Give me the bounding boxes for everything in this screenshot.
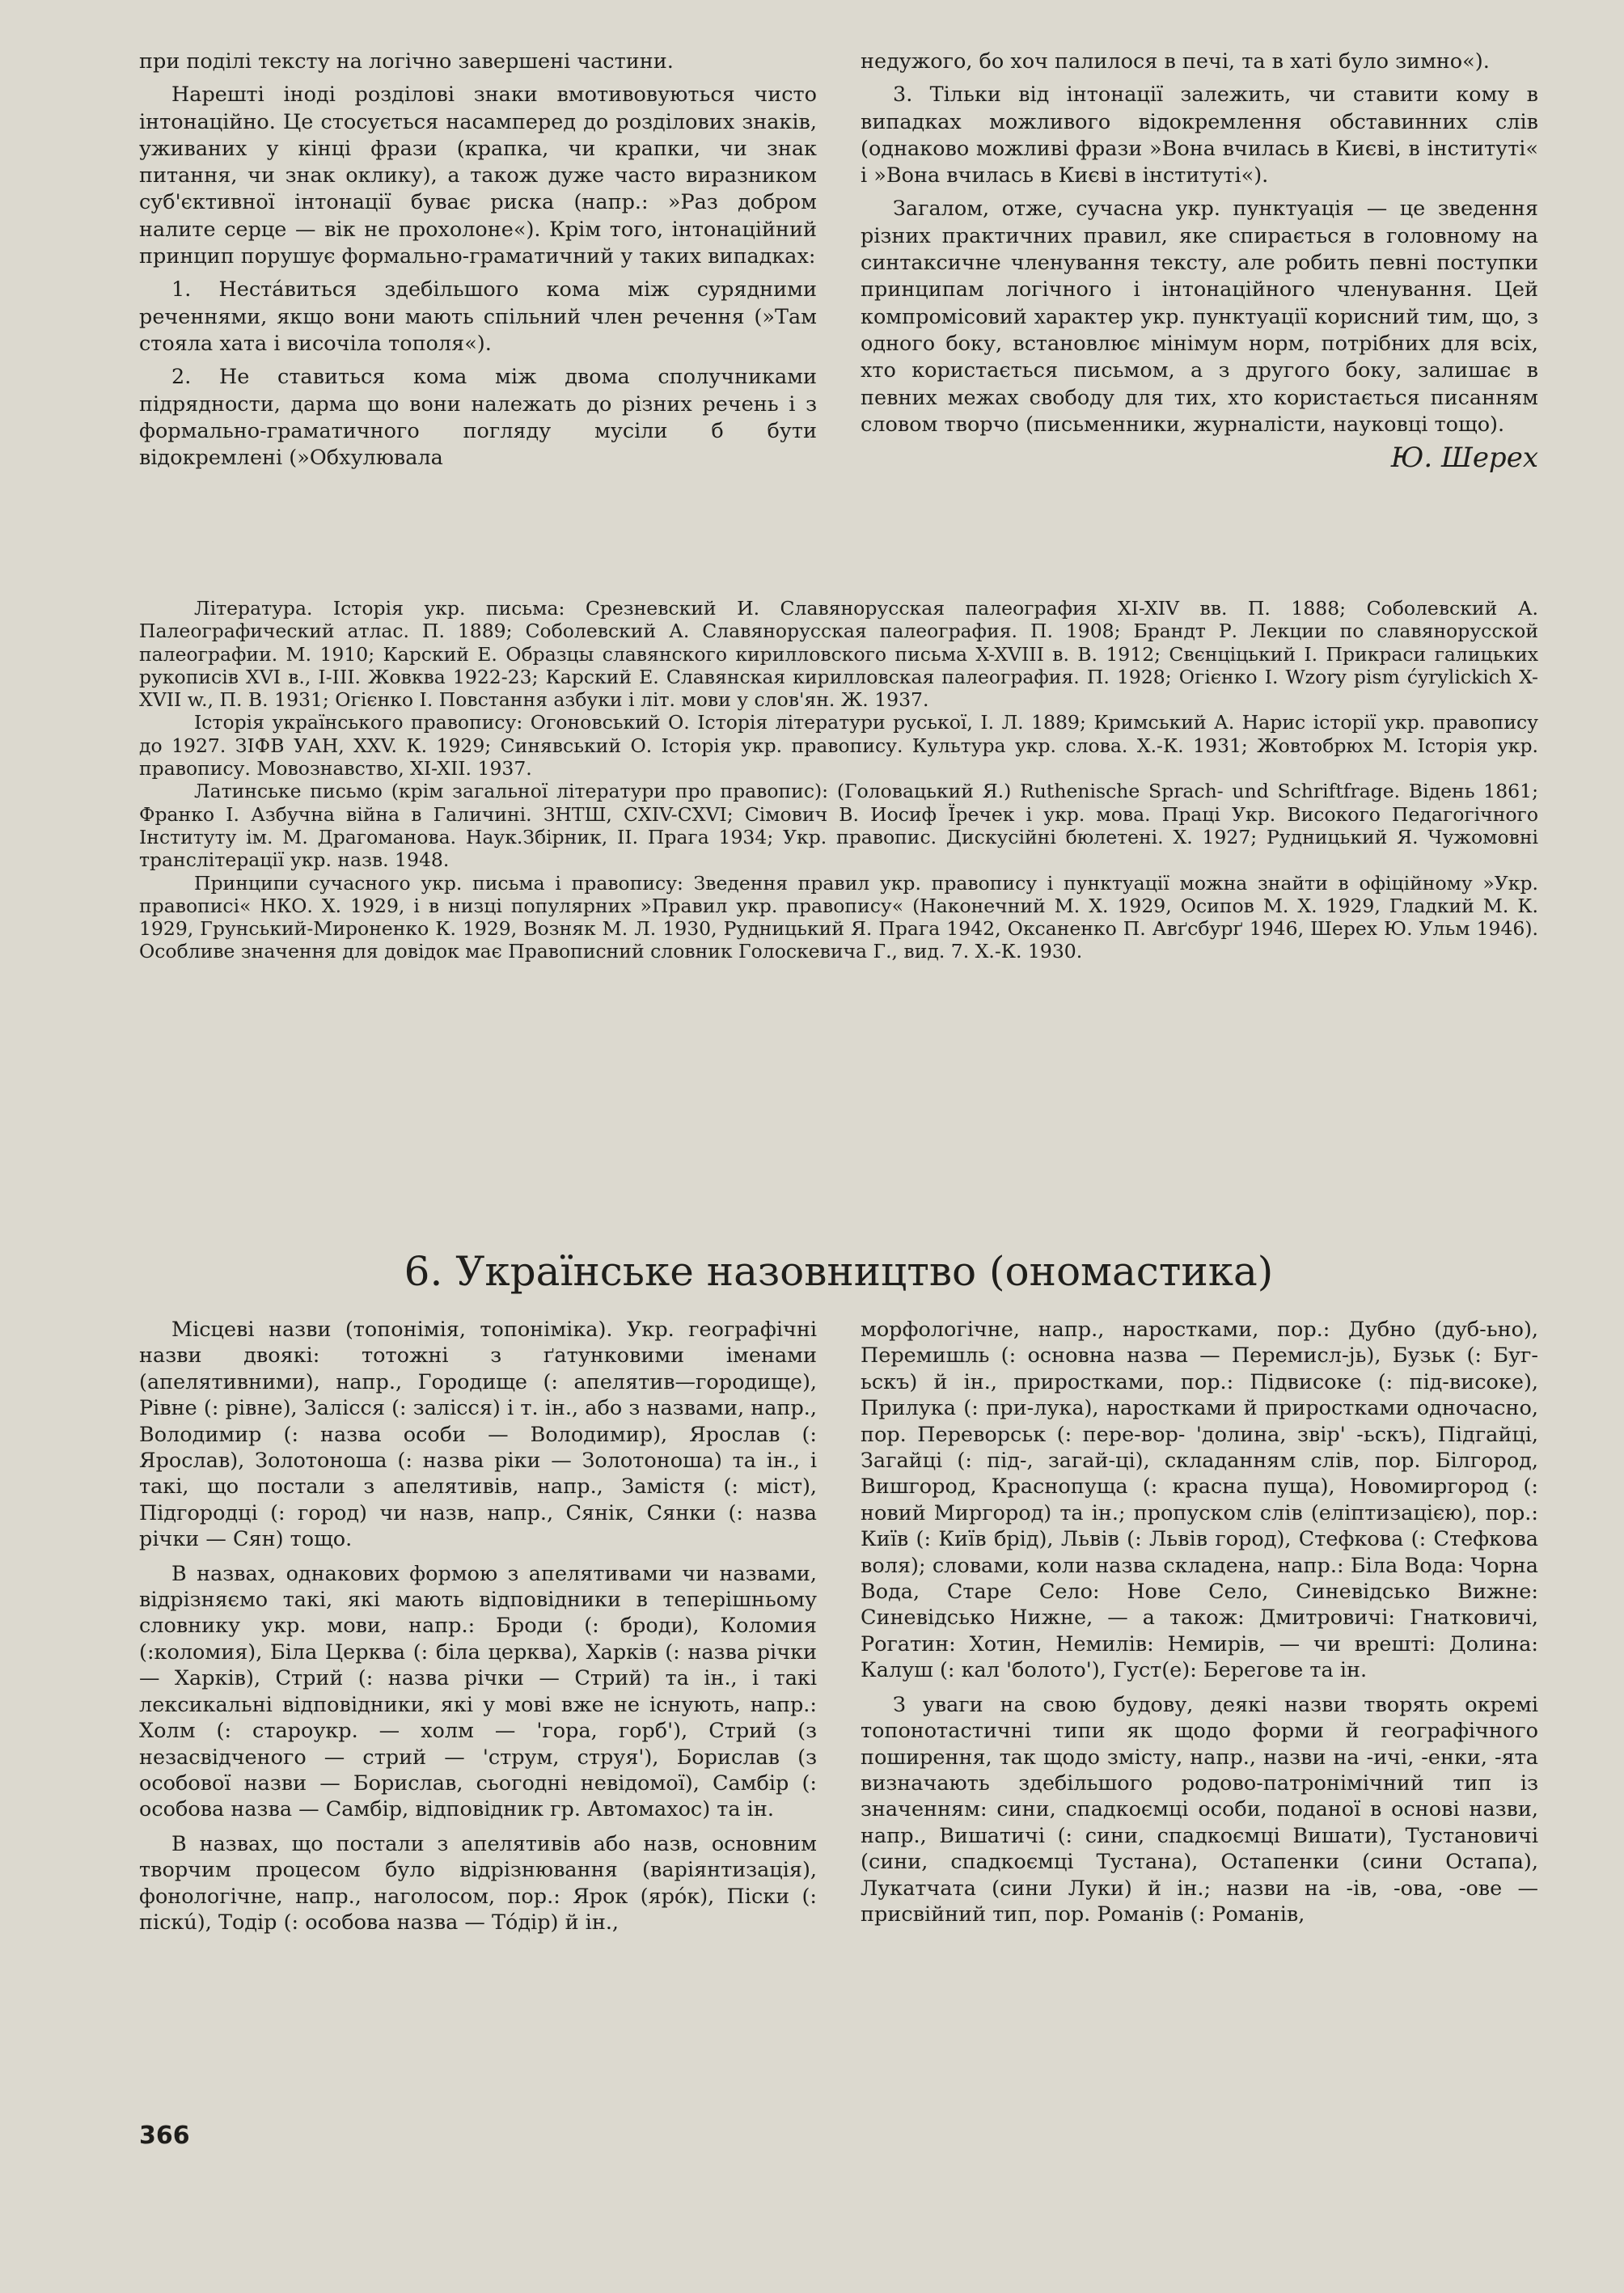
- lower-right-column: [861, 1317, 1538, 1927]
- paragraph: недужого, бо хоч палилося в печі, та в хаті було зимно«).: [861, 49, 1490, 74]
- bibliography-paragraph: Історія українського правопису: Огоновський О. Історія літератури руської, І. Л. 1889; Кримський А. Нарис історії укр. правопису до 1927. ЗІФВ УАН, XXV. К. 1929; Синявський О. Історія укр. правопису. Культура укр. слова. Х.-К. 1931; Жовтобрюх М. Історія укр. правопису. Мовознавство, XI-XII. 1937.: [139, 711, 1538, 781]
- page-number: 366: [139, 2122, 190, 2150]
- paragraph: 3. Тільки від інтонації залежить, чи ставити кому в випадках можливого відокремлення обставинних слів (однаково можливі фрази »Вона вчилась в Києві, в інституті« і »Вона вчилась в Києві в інституті«).: [861, 82, 1538, 188]
- paragraph: 2. Не ставиться кома між двома сполучниками підрядности, дарма що вони належать до різних речень і з формально-граматичного погляду мусіли б бути відокремлені (»Обхулювала: [139, 365, 817, 471]
- bibliography-paragraph: Література. Історія укр. письма: Срезневский И. Славянорусская палеография XI-XIV вв. П. 1888; Соболевский А. Палеографический атлас. П. 1889; Соболевский А. Славянорусская палеография. П. 1908; Брандт Р. Лекции по славянорусской палеографии. М. 1910; Карский Е. Образцы славянского кирилловского письма X-XVIII в. В. 1912; Свєнціцький І. Прикраси галицьких рукописів XVI в., I-III. Жовква 1922-23; Карский Е. Славянская кирилловская палеография. П. 1928; Огієнко І. Wzory pism ćyrylickich X-XVII w., П. В. 1931; Огієнко І. Повстання азбуки і літ. мови у слов'ян. Ж. 1937.: [139, 597, 1538, 712]
- paragraph: морфологічне, напр., наростками, пор.: Дубно (дуб-ьно), Перемишль (: основна назва — Перемисл-јь), Бузьк (: Буг-ьскъ) й ін., приростками, пор.: Підвисоке (: під-високе), Прилука (: при-лука), наростками й приростками одночасно, пор. Переворськ (: пере-вор- 'долина, звір' -ьскъ), Підгайці, Загайці (: під-, загай-ці), складанням слів, пор. Білгород, Вишгород, Краснопуща (: красна пуща), Новомиргород (: новий Миргород) та ін.; пропуском слів (еліптизацією), пор.: Київ (: Київ брід), Львів (: Львів город), Стефкова (: Стефкова воля); словами, коли назва складена, напр.: Біла Вода: Чорна Вода, Старе Село: Нове Село, Синевідсько Вижне: Синевідсько Нижне, — а також: Дмитровичі: Гнатковичі, Рогатин: Хотин, Немилів: Немирів, — чи врешті: Долина: Калуш (: кал 'болото'), Густ(е): Берегове та ін.: [861, 1318, 1538, 1683]
- upper-right-column: [861, 49, 1538, 475]
- bibliography-block: [139, 597, 1538, 963]
- paragraph: Загалом, отже, сучасна укр. пунктуація — це зведення різних практичних правил, яке спирається в головному на синтаксичне членування тексту, але робить певні поступки принципам логічного і інтонаційного членування. Цей компромісовий характер укр. пунктуації корисний тим, що, з одного боку, встановлює мінімум норм, потрібних для всіх, хто користається письмом, а з другого боку, залишає в певних межах свободу для тих, хто користається писанням словом творчо (письменники, журналісти, науковці тощо).: [861, 197, 1538, 437]
- upper-left-column: [139, 49, 817, 472]
- paragraph: 1. Нестáвиться здебільшого кома між сурядними реченнями, якщо вони мають спільний член речення (»Там стояла хата і височіла тополя«).: [139, 277, 817, 356]
- paragraph: Нарешті іноді розділові знаки вмотивовуються чисто інтонаційно. Це стосується насамперед до розділових знаків, уживаних у кінці фрази (крапка, чи крапки, чи знак питання, чи знак оклику), а також дуже часто виразником суб'єктивної інтонації буває риска (напр.: »Раз добром налите серце — вік не прохолоне«). Крім того, інтонаційний принцип порушує формально-граматичний у таких випадках:: [139, 82, 817, 269]
- paragraph: В назвах, що постали з апелятивів або назв, основним творчим процесом було відрізнювання (варіянтизація), фонологічне, напр., наголосом, пор.: Ярок (ярóк), Піски (: піскú), Тодір (: особова назва — Тóдір) й ін.,: [139, 1831, 817, 1935]
- bibliography-paragraph: Принципи сучасного укр. письма і правопису: Зведення правил укр. правопису і пунктуації можна знайти в офіційному »Укр. правописі« НКО. Х. 1929, і в низці популярних »Правил укр. правопису« (Наконечний М. Х. 1929, Осипов М. Х. 1929, Гладкий М. К. 1929, Грунський-Мироненко К. 1929, Возняк М. Л. 1930, Рудницький Я. Прага 1942, Оксаненко П. Авґсбурґ 1946, Шерех Ю. Ульм 1946). Особливе значення для довідок має Правописний словник Голоскевича Г., вид. 7. Х.-К. 1930.: [139, 871, 1538, 963]
- paragraph: З уваги на свою будову, деякі назви творять окремі топонотастичні типи як щодо форми й географічного поширення, так щодо змісту, напр., назви на -ичі, -енки, -ята визначають здебільшого родово-патронімічний тип із значенням: сини, спадкоємці особи, поданої в основі назви, напр., Вишатичі (: сини, спадкоємці Вишати), Тустановичі (сини, спадкоємці Тустана), Остапенки (сини Остапа), Лукатчата (сини Луки) й ін.; назви на -ів, -ова, -ове — присвійний тип, пор. Романів (: Романів,: [861, 1692, 1538, 1927]
- lower-left-column: [139, 1317, 817, 1936]
- paragraph: при поділі тексту на логічно завершені частини.: [139, 49, 674, 74]
- section-heading: 6. Українське назовництво (ономастика): [404, 1248, 1274, 1295]
- paragraph: В назвах, однакових формою з апелятивами чи назвами, відрізняємо такі, які мають відповідники в теперішньому словнику укр. мови, напр.: Броди (: броди), Коломия (:коломия), Біла Церква (: біла церква), Харків (: назва річки — Харків), Стрий (: назва річки — Стрий) та ін., і такі лексикальні відповідники, які у мові вже не існують, напр.: Холм (: староукр. — холм — 'гора, горб'), Стрий (з незасвідченого — стрий — 'струм, струя'), Борислав (з особової назви — Борислав, сьогодні невідомої), Самбір (: особова назва — Самбір, відповідник гр. Автомахос) та ін.: [139, 1561, 817, 1822]
- bibliography-paragraph: Латинське письмо (крім загальної літератури про правопис): (Головацький Я.) Ruthenische Sprach- und Schriftfrage. Відень 1861; Франко І. Азбучна війна в Галичині. ЗНТШ, CXIV-CXVI; Сімович В. Иосиф Їречек і укр. мова. Праці Укр. Високого Педагогічного Інституту ім. М. Драгоманова. Наук.Збірник, II. Прага 1934; Укр. правопис. Дискусійні бюлетені. Х. 1927; Рудницький Я. Чужомовні транслітерації укр. назв. 1948.: [139, 780, 1538, 872]
- author-signature: Ю. Шерех: [1390, 442, 1538, 475]
- paragraph: Місцеві назви (топонімія, топоніміка). Укр. географічні назви двоякі: тотожні з ґатунковими іменами (апелятивними), напр., Городище (: апелятив—городище), Рівне (: рівне), Залісся (: залісся) і т. ін., або з назвами, напр., Володимир (: назва особи — Володимир), Ярослав (: Ярослав), Золотоноша (: назва ріки — Золотоноша) та ін., і такі, що постали з апелятивів, напр., Замістя (: міст), Підгородці (: город) чи назв, напр., Сянік, Сянки (: назва річки — Сян) тощо.: [139, 1318, 817, 1552]
